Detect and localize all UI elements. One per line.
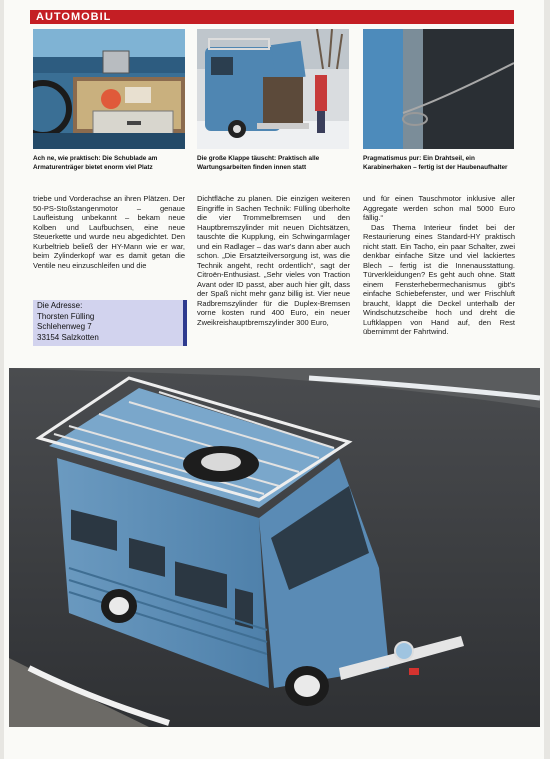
caption-rear-door: Die große Klappe täuscht: Praktisch alle Wartungsarbeiten finden innen statt xyxy=(197,155,320,171)
photo-dashboard-drawer xyxy=(33,29,185,149)
column-2-paragraph: Dichtfläche zu planen. Die einzigen weiteren Eingriffe in Sachen Technik: Fülling überholte die vier Trommelbremsen und den Hauptbremszylinder mit neuen Dichtsätzen, tauschte die Kupplung, ein Schwingarmlager und ein Radlager – das war's dann aber auch schon. „Die Ersatzteilversorgung ist, was die Technik angeht, recht ordentlich“, sagt der Citroën-Enthusiast. „Sehr vieles von Traction Avant oder ID passt, aber auch hier gilt, dass der Spaß nicht mehr ganz billig ist. Vier neue Radbremszylinder für die Duplex-Bremsen vorne kosten rund 400 Euro, ein neuer Zweikreishauptbremszylinder 300 Euro, xyxy=(197,194,350,327)
caption-dashboard-drawer: Ach ne, wie praktisch: Die Schublade am Armaturenträger bietet enorm viel Platz xyxy=(33,155,158,171)
caption-hood-wire: Pragmatismus pur: Ein Drahtseil, ein Karabinerhaken – fertig ist der Haubenaufhalter xyxy=(363,155,508,171)
address-city: 33154 Salzkotten xyxy=(37,332,99,342)
photo-citroen-hy-van xyxy=(9,368,540,727)
address-box xyxy=(33,300,187,346)
text-column-1 xyxy=(33,194,185,270)
column-1-paragraph: triebe und Vorderachse an ihren Plätzen. Der 50-PS-Stoßstangenmotor – genaue Laufleistung unbekannt – bekam neue Kolben und Laufbuchsen, eine neue Steuerkette und wurde neu abgedichtet. Den Kurbeltrieb beließ der HY-Mann wie er war, beim Zylinderkopf war es damit getan die Ventile neu einzuschleifen und die xyxy=(33,194,185,270)
address-name: Thorsten Fülling xyxy=(37,311,95,321)
text-column-3 xyxy=(363,194,515,337)
column-3-paragraph-2: Das Thema Interieur findet bei der Restaurierung eines Standard-HY praktisch nicht statt. Ein Tacho, ein paar Schalter, zwei denkbar einfache Sitze und viel lackiertes Blech – fertig ist die Innenausstattung. Türverkleidungen? Es geht auch ohne. Statt einem Fensterhebermechanismus gibt's einfache Schiebefenster, und wer Frischluft braucht, klappt die Deckel unterhalb der Windschutzscheibe hoch und dreht die Luftklappen von Hand auf, den Rest übernimmt der Fahrtwind. xyxy=(363,222,515,336)
text-column-2 xyxy=(197,194,350,327)
address-title: Die Adresse: xyxy=(37,301,83,310)
column-3-paragraph-1: und für einen Tauschmotor inklusive aller Aggregate werden schon mal 5000 Euro fällig.“ xyxy=(363,194,515,222)
photo-rear-door-open xyxy=(197,29,349,149)
photo-hood-wire-carabiner xyxy=(363,29,514,149)
address-street: Schlehenweg 7 xyxy=(37,322,92,331)
section-label: AUTOMOBIL xyxy=(36,11,112,23)
